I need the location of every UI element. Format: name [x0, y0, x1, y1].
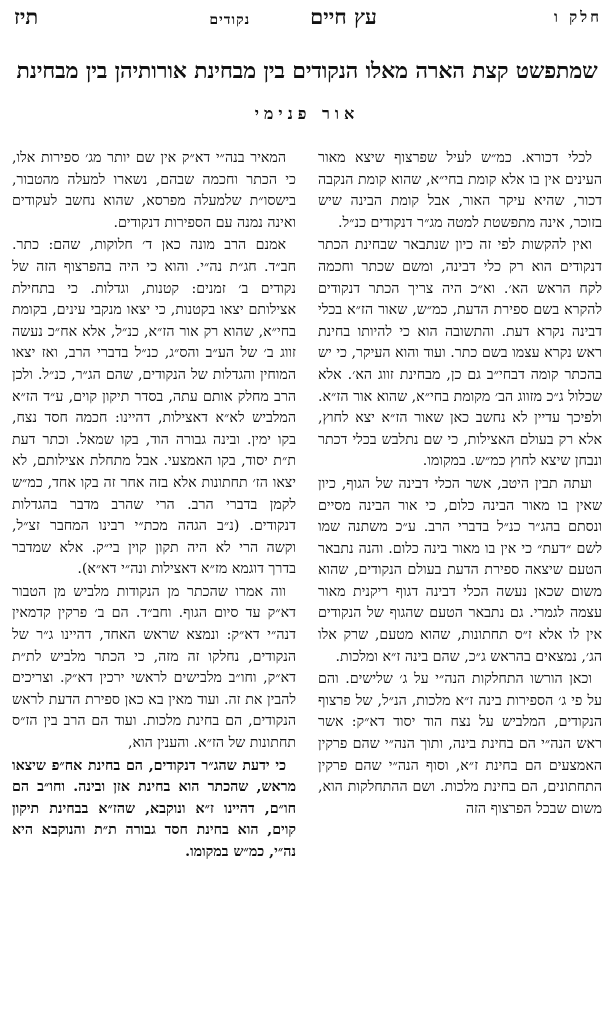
section-name: נקודים [209, 12, 251, 28]
part-label: חלק ו [554, 7, 602, 26]
paragraph: וכאן הורשו התחלקות הנה״י על ג׳ שלישים. והם על פי ג׳ הספירות בינה ז״א מלכות, הנ״ל, של פרצוף הנקודים, המלביש על נצח הוד יסוד דא״ק: אשר ראש הנה״י הם בחינת בינה, ותוך הנה״י שהם פרקין האמצעים הם בחינת ז״א, וסוף הנה״י שהם פרקין התחתונים, הם בחינת מלכות. ושם ההתחלקות הוא, משום שבכל הפרצוף הזה [318, 671, 602, 817]
page-number: תיז [14, 4, 39, 29]
book-title: עץ חיים [310, 4, 377, 29]
continuation-heading: שמתפשט קצת הארה מאלו הנקודים בין מבחינת אורותיהן בין מבחינת [16, 58, 598, 84]
paragraph: לכלי דכורא. כמ״ש לעיל שפרצוף שיצא מאור העינים אין בו אלא קומת בחי״א, שהוא קומת הנקבה דכור, שהיא עיקר האור, אבל קומת הבינה שיש בזוכר, אינה מתפשטת למטה מג״ר דנקודים כנ״ל. [318, 150, 602, 231]
paragraph: ועתה תבין היטב, אשר הכלי דבינה של הגוף, כיון שאין בו מאור הבינה כלום, כי אור הבינה מסיים ונסתם בהג״ר כנ״ל בדברי הרב. ע״כ משתנה שמו לשם ״דעת״ כי אין בו מאור בינה כלום. והנה נתבאר הטעם שיצאה ספירת הדעת בעולם הנקודים, שהוא משום שכאן נעשה הכלי דבינה דגוף ריקנית מאור עצמה לגמרי. גם נתבאר הטעם שהגוף של הנקודים אין לו אלא ז״ס תחתונות, שהוא מטעם, שרק אלו הג׳, נמצאים בהראש ג״כ, שהם בינה ז״א ומלכות. [318, 475, 602, 665]
right-column [318, 148, 602, 1016]
commentary-title: אור פנימי [254, 104, 360, 123]
running-header [14, 4, 602, 30]
paragraph: המאיר בנה״י דא״ק אין שם יותר מג׳ ספירות אלו, כי הכתר וחכמה שבהם, נשארו למעלה מהטבור, בישסו״ת שלמעלה מפרסא, שהוא נחשב לעקודים ואינה נמנה עם הספירות דנקודים. [12, 150, 296, 231]
bold-paragraph: כי ידעת שהג״ר דנקודים, הם בחינת אח״פ שיצאו מראש, שהכתר הוא בחינת אזן ובינה. וחו״ב הם חו״ם, דהיינו ז״א ונוקבא, שהז״א בבחינת תיקון קוים, הוא בחינת חסד גבורה ת״ת והנוקבא היא נה״י, כמ״ש במקומו. [12, 757, 296, 860]
paragraph: ואין להקשות לפי זה כיון שנתבאר שבחינת הכתר דנקודים הוא רק כלי דבינה, ומשם שכתר וחכמה לקח הראש הא׳. וא״כ היה צריך הכתר דנקודים להקרא בשם ספירת הדעת, כמ״ש, שאור הז״א בכלי דבינה נקרא דעת. והתשובה הוא כי להיותו בחינת ראש נקרא עצמו בשם כתר. ועוד והוא העיקר, כי יש בהכתר קומה דבחי״ב גם כן, מבחינת זווג הא׳. אלא שכלול ג״כ מזווג הב׳ מקומת בחי״א, שהוא אור הז״א. ולפיכך עדיין לא נחשב כאן שאור הז״א יצא לחוץ, אלא רק בעולם האצילות, כי שם נתלבש בכלי דכתר ונבחן שיצא לחוץ כמ״ש. במקומו. [318, 237, 602, 470]
header-center [209, 4, 382, 30]
paragraph: אמנם הרב מונה כאן ד׳ חלוקות, שהם: כתר. חב״ד. חג״ת נה״י. והוא כי היה בהפרצוף הזה של נקודים ב׳ זמנים: קטנות, וגדלות. כי בתחילת אצילותם יצאו בקטנות, כי יצאו מנקבי עינים, בקומת בחי״א, שהוא רק אור הז״א, כנ״ל, אלא אח״כ נעשה זווג ב׳ של הע״ב והס״ג, כנ״ל בדברי הרב, ואז יצאו המוחין והגדלות של הנקודים, שהם הג״ר, כנ״ל. ולכן הרב מחלק אותם עתה, בסדר תיקון קוים, ע״ד הז״א המלביש לא״א דאצילות, דהיינו: חכמה חסד נצח, בקו ימין. ובינה גבורה הוד, בקו שמאל. וכתר דעת ת״ת יסוד, בקו האמצעי. אבל מתחלת אצילותם, לא יצאו הז׳ תחתונות אלא בזה אחר זה בקו אחד, כמ״ש לקמן בדברי הרב. הרי שהרב מדבר בהגדלות דנקודים. (נ״ב הגהה מכת״י רבינו המחבר זצ״ל, וקשה הרי לא היה תקון קוין בי״ק. אלא שמדבר בדרך דוגמא מז״א דאצילות ונה״י דא״א). [12, 237, 296, 578]
paragraph: ווה אמרו שהכתר מן הנקודות מלביש מן הטבור דא״ק עד סיום הגוף. וחב״ד. הם ב׳ פרקין קדמאין דנה״י דא״ק: ונמצא שראש האחד, דהיינו ג״ר של הנקודים, נחלקו זה מזה, כי הכתר מלביש לת״ת דא״ק, וחו״ב מלבישים לראשי ירכין דא״ק. וצריכים להבין את זה. ועוד מאין בא כאן ספירת הדעת לראש הנקודים, הם בחינת מלכות. ועוד הם הרב בין הז״ס תחתונות של הז״א. והענין הוא, [12, 583, 296, 752]
left-column [12, 148, 296, 1016]
